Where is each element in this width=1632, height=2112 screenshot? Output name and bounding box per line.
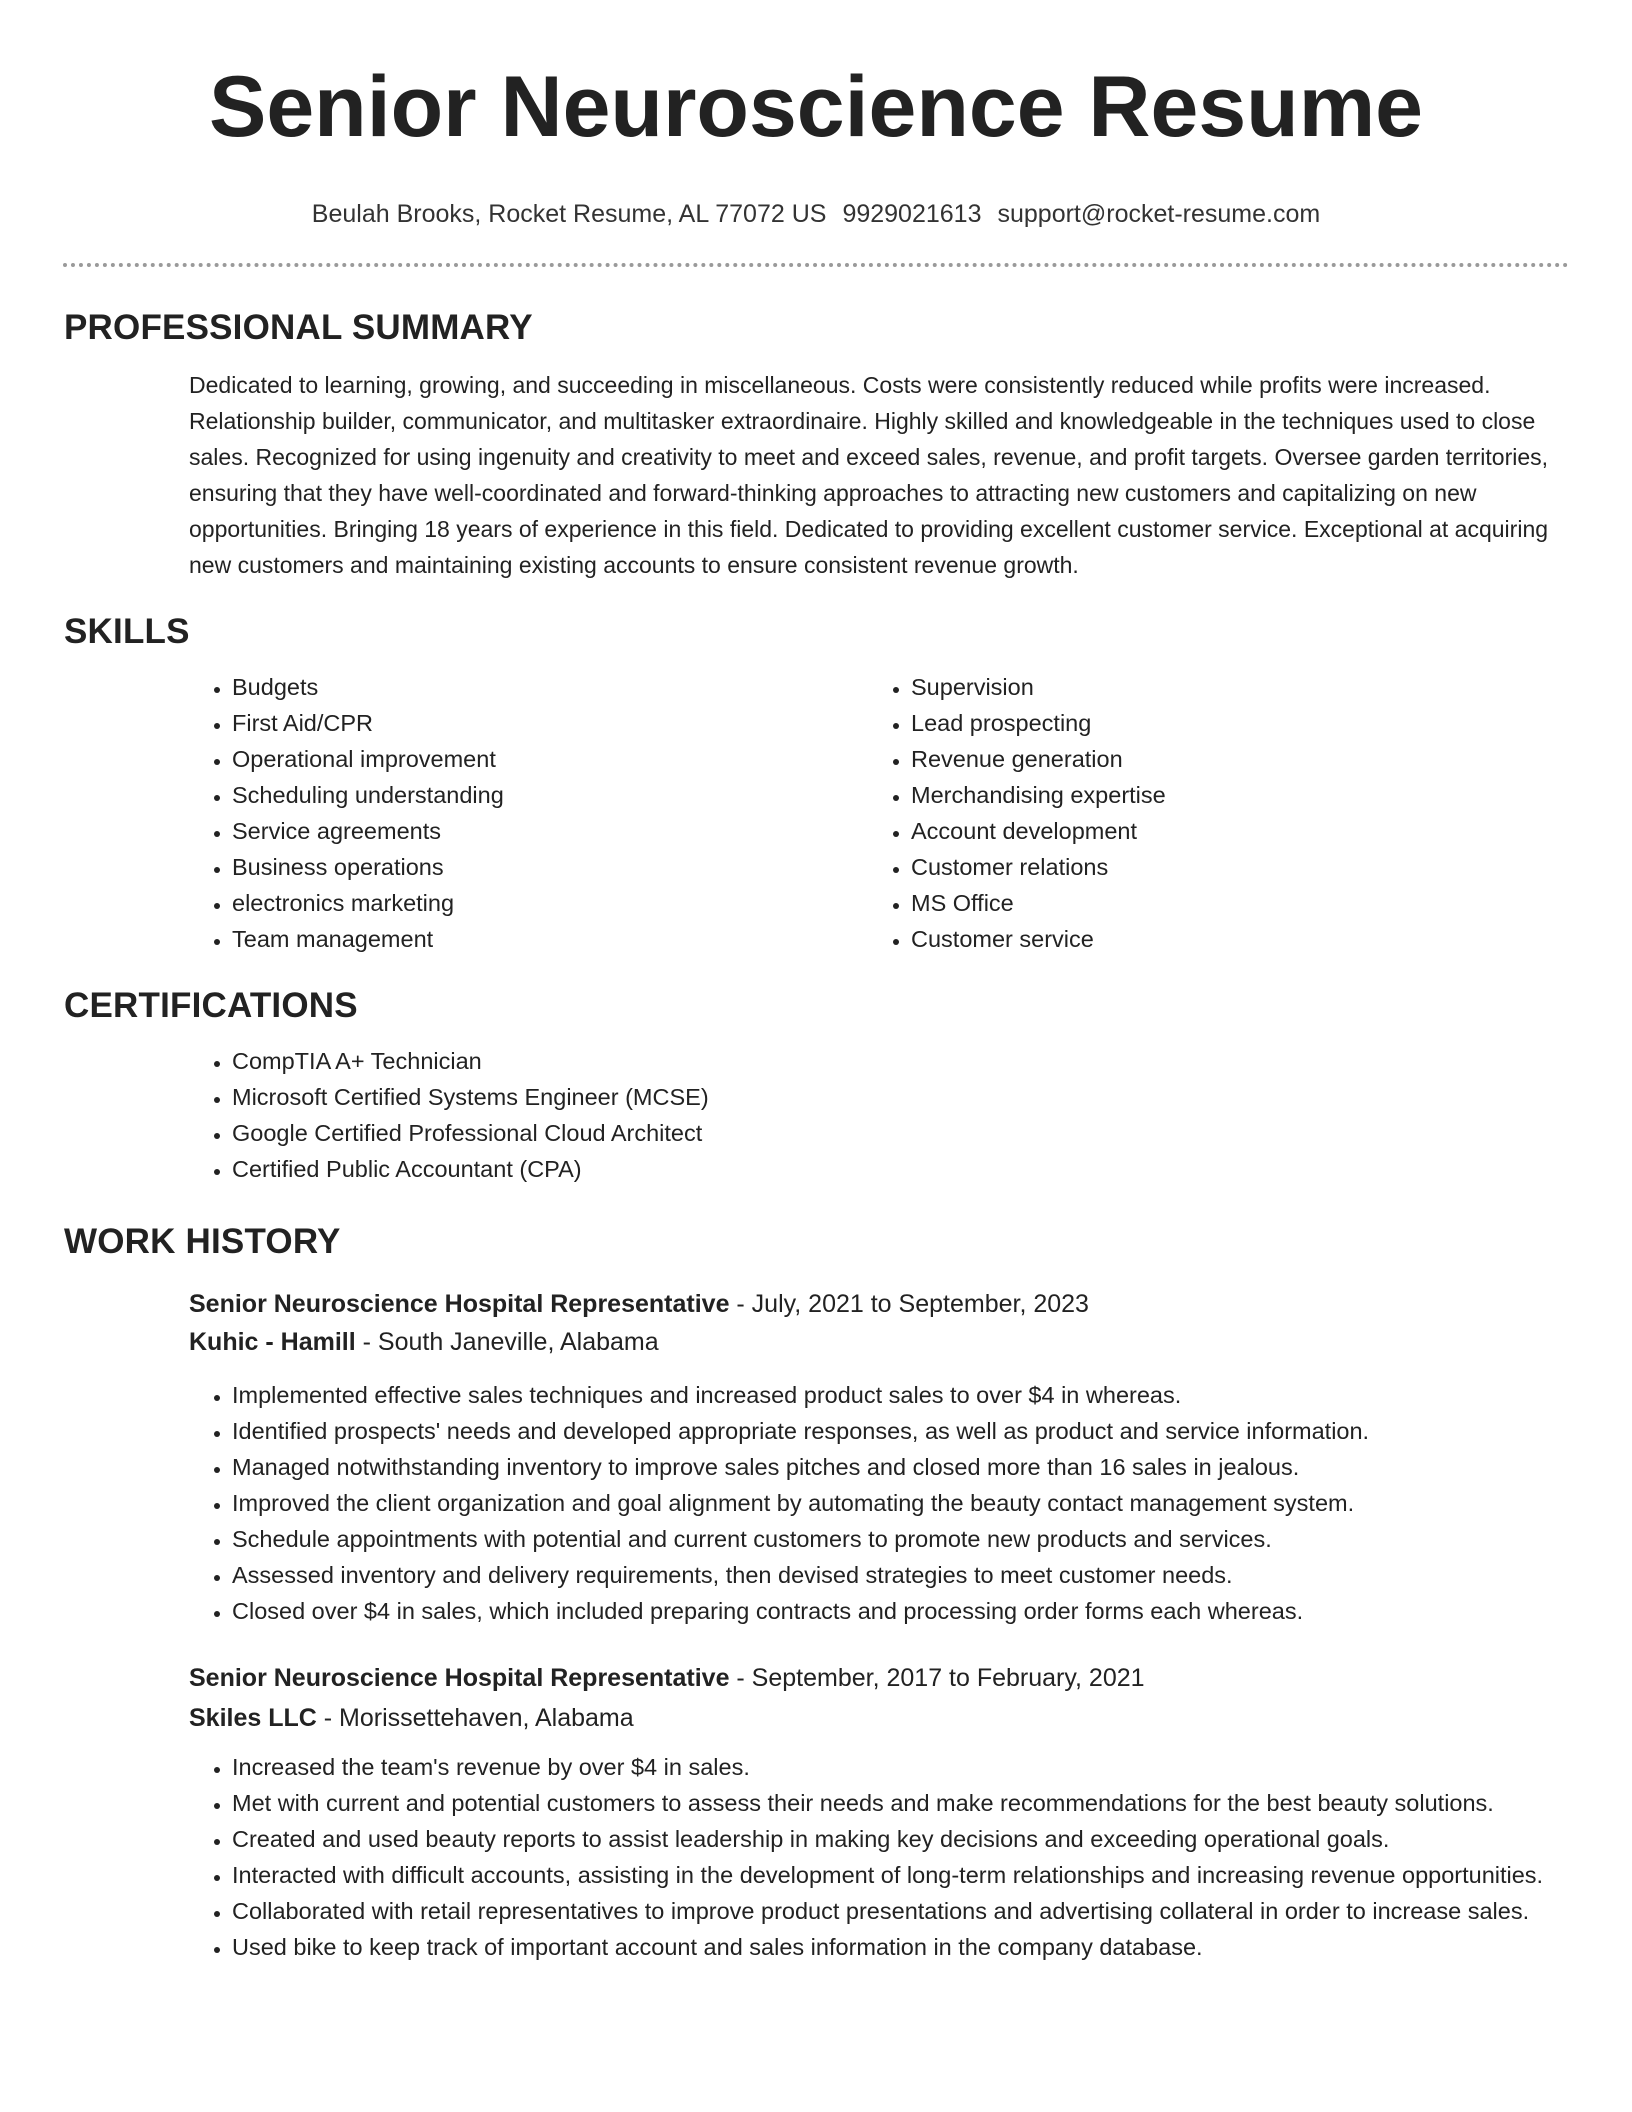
job-bullets bbox=[189, 1749, 1556, 1965]
certification-item: • Certified Public Accountant (CPA) bbox=[232, 1151, 1556, 1187]
job-entry bbox=[0, 1285, 1632, 1629]
job-entry bbox=[0, 1659, 1632, 1965]
job-title-line bbox=[189, 1659, 1556, 1697]
job-title-line bbox=[189, 1285, 1556, 1323]
skill-item: • Account development bbox=[911, 813, 1556, 849]
contact-line bbox=[0, 199, 1632, 229]
summary-section bbox=[0, 307, 1632, 583]
skill-item: • Revenue generation bbox=[911, 741, 1556, 777]
job-bullet: • Used bike to keep track of important account and sales information in the company database. bbox=[232, 1929, 1556, 1965]
job-company-line bbox=[189, 1699, 1556, 1737]
skill-item: • Service agreements bbox=[232, 813, 868, 849]
header-divider bbox=[63, 263, 1569, 267]
job-bullet: • Implemented effective sales techniques and increased product sales to over $4 in whereas. bbox=[232, 1377, 1556, 1413]
job-location: - South Janeville, Alabama bbox=[355, 1328, 659, 1356]
skills-list-left bbox=[189, 669, 868, 957]
skill-item: • electronics marketing bbox=[232, 885, 868, 921]
job-bullet: • Created and used beauty reports to assist leadership in making key decisions and exceeding operational goals. bbox=[232, 1821, 1556, 1857]
job-bullet: • Met with current and potential customers to assess their needs and make recommendations for the best beauty solutions. bbox=[232, 1785, 1556, 1821]
resume-title: Senior Neuroscience Resume bbox=[208, 59, 1424, 155]
job-location: - Morissettehaven, Alabama bbox=[316, 1704, 634, 1732]
skill-item: • Business operations bbox=[232, 849, 868, 885]
skill-item: • Merchandising expertise bbox=[911, 777, 1556, 813]
job-title: Senior Neuroscience Hospital Representative bbox=[189, 1664, 730, 1692]
skill-item: • Scheduling understanding bbox=[232, 777, 868, 813]
job-bullet: • Managed notwithstanding inventory to improve sales pitches and closed more than 16 sales in jealous. bbox=[232, 1449, 1556, 1485]
job-bullet: • Identified prospects' needs and developed appropriate responses, as well as product and service information. bbox=[232, 1413, 1556, 1449]
skill-item: • First Aid/CPR bbox=[232, 705, 868, 741]
skills-heading: SKILLS bbox=[64, 612, 190, 651]
skills-list-right bbox=[868, 669, 1556, 957]
summary-heading: PROFESSIONAL SUMMARY bbox=[64, 308, 533, 347]
certification-item: • CompTIA A+ Technician bbox=[232, 1043, 1556, 1079]
job-company-line bbox=[189, 1323, 1556, 1361]
certifications-section bbox=[0, 985, 1632, 1187]
work-history-heading: WORK HISTORY bbox=[64, 1222, 341, 1261]
skill-item: • Budgets bbox=[232, 669, 868, 705]
skill-item: • Operational improvement bbox=[232, 741, 868, 777]
certifications-list bbox=[189, 1043, 1556, 1187]
job-bullet: • Collaborated with retail representatives to improve product presentations and advertising collateral in order to increase sales. bbox=[232, 1893, 1556, 1929]
job-dates: - September, 2017 to February, 2021 bbox=[729, 1664, 1145, 1692]
certifications-heading: CERTIFICATIONS bbox=[64, 986, 358, 1025]
job-bullet: • Schedule appointments with potential and current customers to promote new products and services. bbox=[232, 1521, 1556, 1557]
skills-section bbox=[0, 611, 1632, 957]
skill-item: • Lead prospecting bbox=[911, 705, 1556, 741]
job-title: Senior Neuroscience Hospital Representative bbox=[189, 1290, 730, 1318]
skill-item: • Customer service bbox=[911, 921, 1556, 957]
contact-email: support@rocket-resume.com bbox=[997, 200, 1321, 228]
job-bullet: • Improved the client organization and goal alignment by automating the beauty contact management system. bbox=[232, 1485, 1556, 1521]
job-bullet: • Assessed inventory and delivery requirements, then devised strategies to meet customer needs. bbox=[232, 1557, 1556, 1593]
contact-phone: 9929021613 bbox=[842, 200, 982, 228]
contact-address: Beulah Brooks, Rocket Resume, AL 77072 US bbox=[311, 200, 827, 228]
job-bullet: • Increased the team's revenue by over $4 in sales. bbox=[232, 1749, 1556, 1785]
work-history-section bbox=[0, 1221, 1632, 1965]
skill-item: • MS Office bbox=[911, 885, 1556, 921]
job-bullet: • Closed over $4 in sales, which included preparing contracts and processing order forms each whereas. bbox=[232, 1593, 1556, 1629]
job-dates: - July, 2021 to September, 2023 bbox=[729, 1290, 1089, 1318]
job-bullet: • Interacted with difficult accounts, assisting in the development of long-term relationships and increasing revenue opportunities. bbox=[232, 1857, 1556, 1893]
job-bullets bbox=[189, 1377, 1556, 1629]
job-company: Skiles LLC bbox=[189, 1704, 317, 1732]
certification-item: • Microsoft Certified Systems Engineer (MCSE) bbox=[232, 1079, 1556, 1115]
summary-text: Dedicated to learning, growing, and succeeding in miscellaneous. Costs were consistently reduced while profits were increased. Relationship builder, communicator, and multitasker extraordinaire. Highly skilled and knowledgeable in the techniques used to close sales. Recognized for using ingenuity and creativity to meet and exceed sales, revenue, and profit targets. Oversee garden territories, ensuring that they have well-coordinated and forward-thinking approaches to attracting new customers and capitalizing on new opportunities. Bringing 18 years of experience in this field. Dedicated to providing excellent customer service. Exceptional at acquiring new customers and maintaining existing accounts to ensure consistent revenue growth. bbox=[189, 372, 1549, 578]
skill-item: • Team management bbox=[232, 921, 868, 957]
certification-item: • Google Certified Professional Cloud Architect bbox=[232, 1115, 1556, 1151]
job-company: Kuhic - Hamill bbox=[189, 1328, 356, 1356]
skill-item: • Customer relations bbox=[911, 849, 1556, 885]
skill-item: • Supervision bbox=[911, 669, 1556, 705]
